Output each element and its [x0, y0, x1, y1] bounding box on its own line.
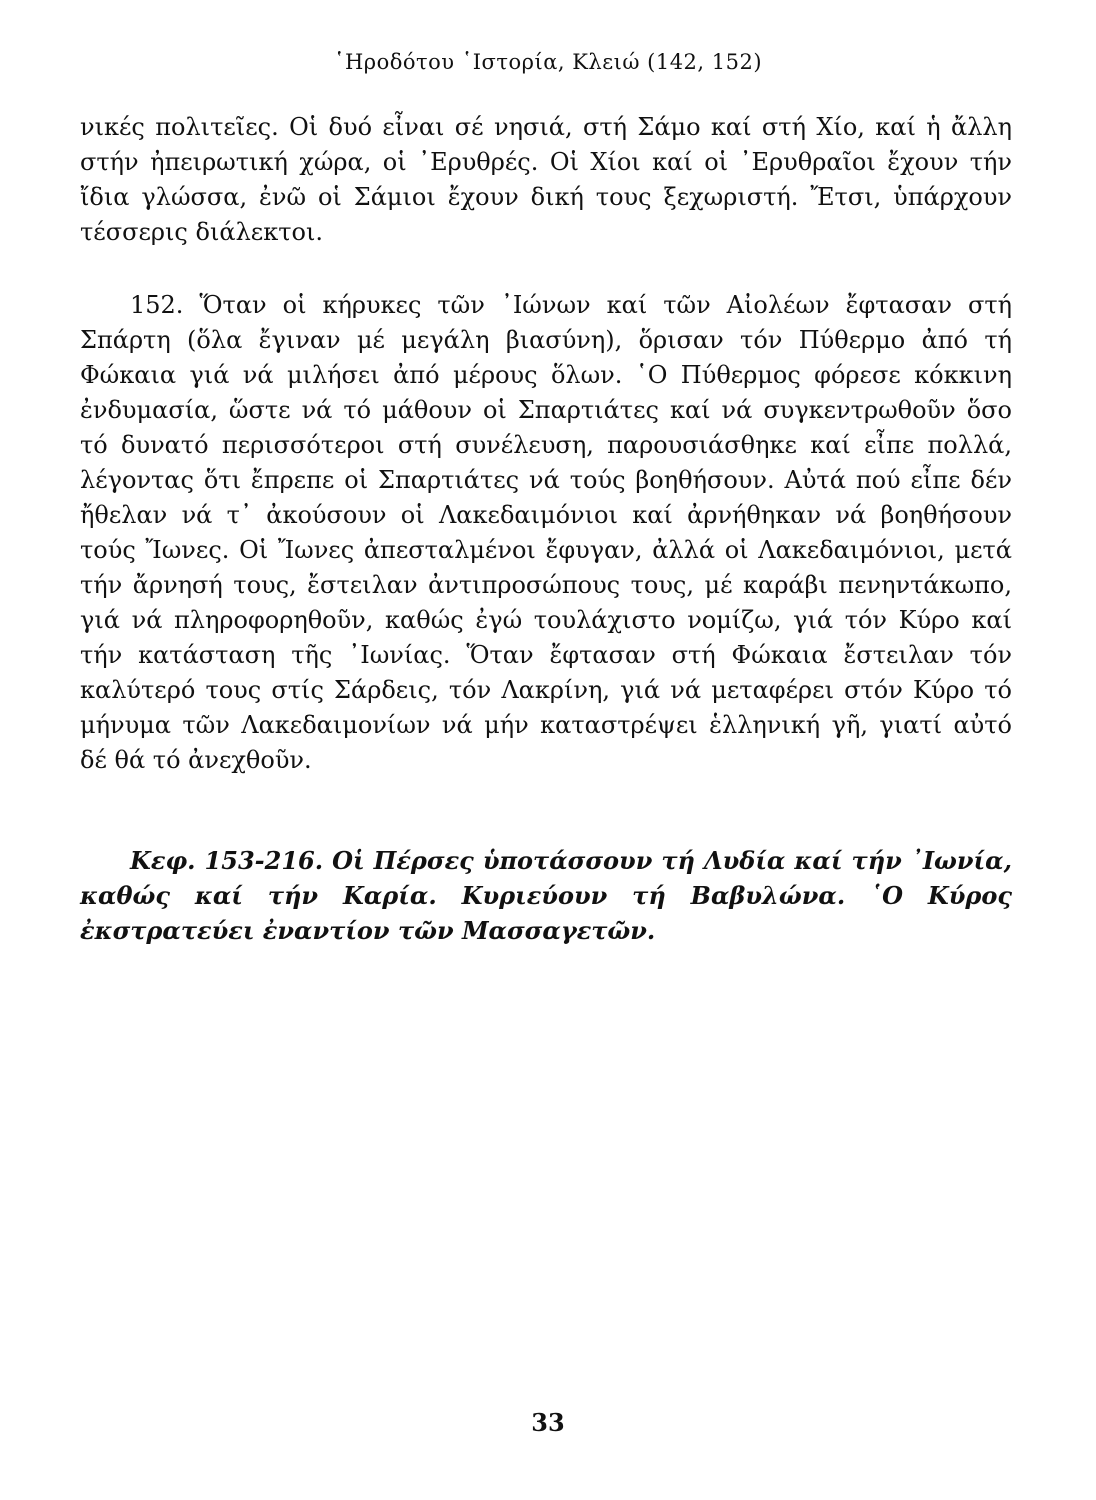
page-number: 33 — [531, 1408, 565, 1437]
running-head: ῾Ηροδότου ῾Ιστορία, Κλειώ (142, 152) — [333, 50, 763, 74]
paragraph-152: 152. Ὅταν οἱ κήρυκες τῶν ᾿Ιώνων καί τῶν Αἰολέων ἔφτασαν στή Σπάρτη (ὅλα ἔγιναν μέ μεγάλη βιασύνη), ὅρισαν τόν Πύθερμο ἀπό τή Φώκαια γιά νά μιλήσει ἀπό μέρους ὅλων. ῾Ο Πύθερμος φόρεσε κόκκινη ἐνδυμασία, ὥστε νά τό μάθουν οἱ Σπαρτιάτες καί νά συγκεντρωθοῦν ὅσο τό δυνατό περισσότεροι στή συνέλευση, παρουσιάσθηκε καί εἶπε πολλά, λέγοντας ὅτι ἔπρεπε οἱ Σπαρτιάτες νά τούς βοηθήσουν. Αὐτά πού εἶπε δέν ἤθελαν νά τ᾿ ἀκούσουν οἱ Λακεδαιμόνιοι καί ἀρνήθηκαν νά βοηθήσουν τούς Ἴωνες. Οἱ Ἴωνες ἀπεσταλμένοι ἔφυγαν, ἀλλά οἱ Λακεδαιμόνιοι, μετά τήν ἄρνησή τους, ἔστειλαν ἀντιπροσώπους τους, μέ καράβι πενηντάκωπο, γιά νά πληροφορηθοῦν, καθώς ἐγώ τουλάχιστο νομίζω, γιά τόν Κύρο καί τήν κατάσταση τῆς ᾿Ιωνίας. Ὅταν ἔφτασαν στή Φώκαια ἔστειλαν τόν καλύτερό τους στίς Σάρδεις, τόν Λακρίνη, γιά νά μεταφέρει στόν Κύρο τό μήνυμα τῶν Λακεδαιμονίων νά μήν καταστρέψει ἑλληνική γῆ, γιατί αὐτό δέ θά τό ἀνεχθοῦν. — [80, 291, 1012, 774]
paragraph-continuation: νικές πολιτεῖες. Οἱ δυό εἶναι σέ νησιά, στή Σάμο καί στή Χίο, καί ἡ ἄλλη στήν ἠπειρωτική χώρα, οἱ ᾿Ερυθρές. Οἱ Χίοι καί οἱ ᾿Ερυθραῖοι ἔχουν τήν ἴδια γλώσσα, ἐνῶ οἱ Σάμιοι ἔχουν δική τους ξεχωριστή. Ἔτσι, ὑπάρχουν τέσσερις διάλεκτοι. — [80, 113, 1012, 246]
chapter-summary: Κεφ. 153-216. Οἱ Πέρσες ὑποτάσσουν τή Λυδία καί τήν ᾿Ιωνία, καθώς καί τήν Καρία. Κυριεύουν τή Βαβυλώνα. ῾Ο Κύρος ἐκστρατεύει ἐναντίον τῶν Μασσαγετῶν. — [80, 846, 1012, 945]
